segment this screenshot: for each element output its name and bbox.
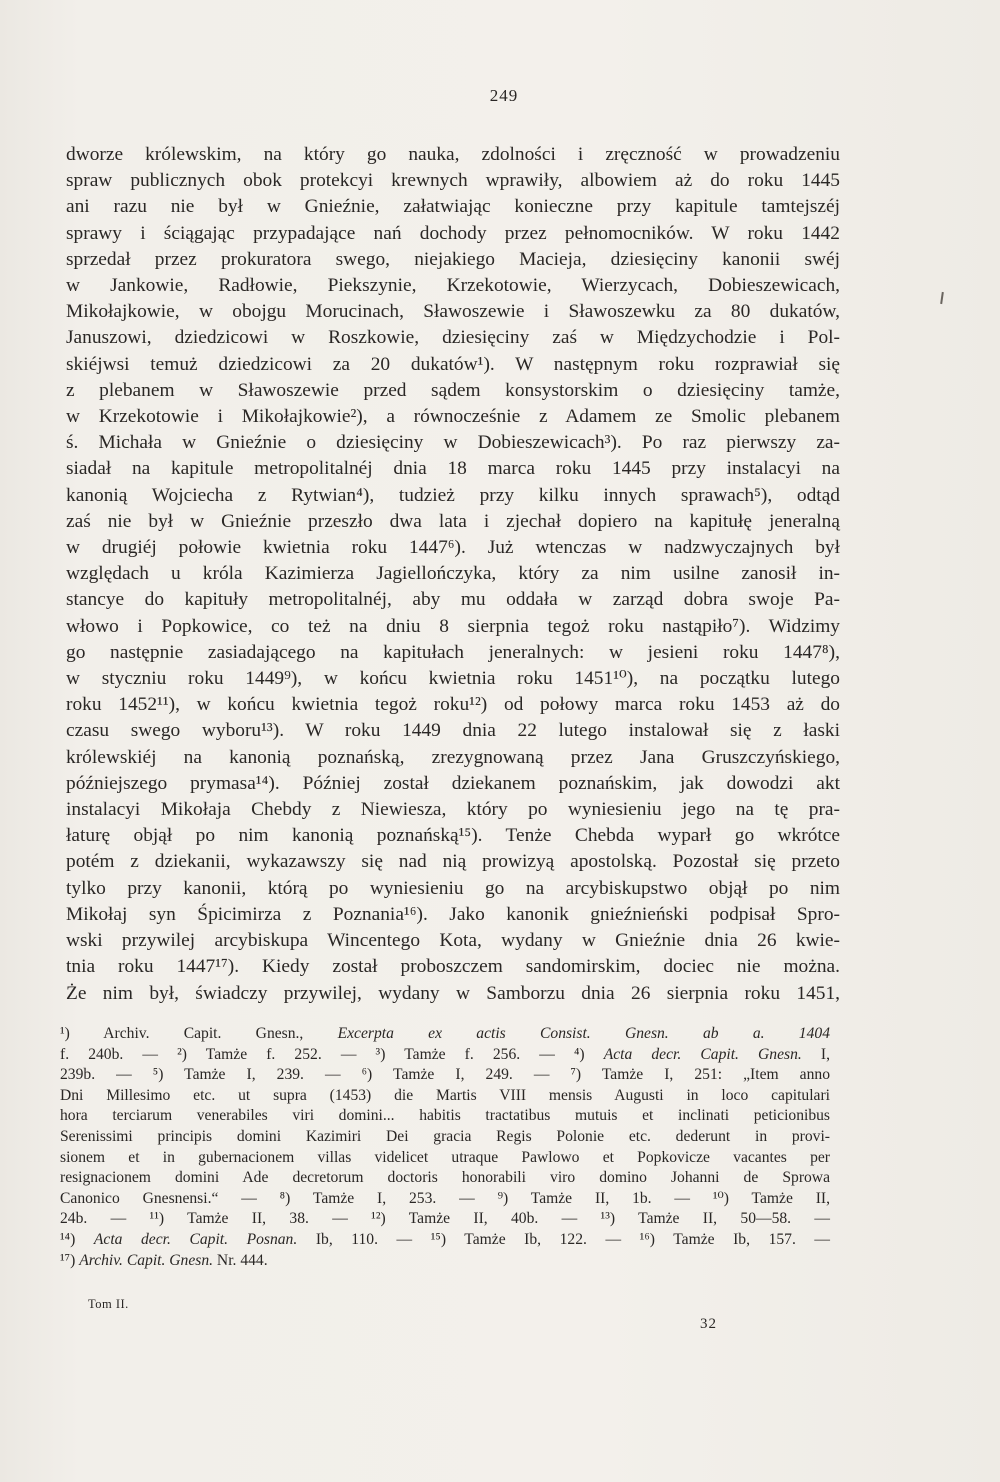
- body-line: wski przywilej arcybiskupa Wincentego Kota, wydany w Gnieźnie dnia 26 kwie-: [66, 930, 840, 952]
- footnote-line: [60, 1168, 830, 1189]
- footnote-text: ¹⁷): [60, 1251, 80, 1269]
- body-line: Mikołaj syn Śpicimirza z Poznania¹⁶). Jako kanonik gnieźnieński podpisał Spro-: [66, 903, 840, 925]
- body-line: skiéjwsi temuż dziedzicowi za 20 dukatów¹). W następnym roku rozprawiał się: [66, 353, 840, 375]
- body-line: Mikołajkowie, w obojgu Morucinach, Sławoszewie i Sławoszewku za 80 dukatów,: [66, 301, 840, 323]
- volume-label: Tom II.: [88, 1297, 129, 1311]
- body-line: z plebanem w Sławoszewie przed sądem konsystorskim o dziesięciny tamże,: [66, 379, 840, 401]
- footnote-line: [60, 1024, 830, 1045]
- footnote-line: [60, 1189, 830, 1210]
- body-line: roku 1452¹¹), w końcu kwietnia tegoż roku¹²) od połowy marca roku 1453 aż do: [66, 694, 840, 716]
- body-line: tylko przy kanonii, którą po wyniesieniu go na arcybiskupstwo objął po nim: [66, 877, 840, 899]
- body-line: Że nim był, świadczy przywilej, wydany w Samborzu dnia 26 sierpnia roku 1451,: [66, 982, 840, 1004]
- footnote-text: 239b. — ⁵) Tamże I, 239. — ⁶) Tamże I, 249. — ⁷) Tamże I, 251: „Item anno: [60, 1066, 830, 1084]
- footnote-text: Ib, 110. — ¹⁵) Tamże Ib, 122. — ¹⁶) Tamże Ib, 157. —: [297, 1230, 831, 1248]
- body-line: ś. Michała w Gnieźnie o dziesięciny w Dobieszewicach³). Po raz pierwszy za-: [66, 432, 840, 454]
- body-line: dworze królewskim, na który go nauka, zdolności i zręczność w prowadzeniu: [66, 144, 840, 165]
- footnote-italic-text: Acta decr. Capit. Posnan.: [93, 1230, 298, 1248]
- body-line: instalacyi Mikołaja Chebdy z Niewiesza, który po wyniesieniu jego na tę pra-: [66, 799, 840, 821]
- body-line: w drugiéj połowie kwietnia roku 1447⁶). Już wtenczas w nadzwyczajnych był: [66, 537, 840, 559]
- footnote-text: Dni Millesimo etc. ut supra (1453) die Martis VIII mensis Augusti in loco capitulari: [60, 1086, 830, 1104]
- footnote-text: sionem et in gubernacionem villas videlicet utraque Pawlowo et Popkovicze vacantes per: [60, 1148, 830, 1166]
- body-line: w Krzekotowie i Mikołajkowie²), a równocześnie z Adamem ze Smolic plebanem: [66, 406, 840, 428]
- footnotes: [60, 1024, 830, 1271]
- body-line: kanonią Wojciecha z Rytwian⁴), tudzież przy kilku innych sprawach⁵), odtąd: [66, 484, 840, 506]
- footnote-italic-text: Excerpta ex actis Consist. Gnesn. ab a. 1404: [337, 1025, 830, 1042]
- body-line: królewskiéj na kanonią poznańską, zrezygnowaną przez Jana Gruszczyńskiego,: [66, 746, 840, 768]
- body-line: włowo i Popkowice, co też na dniu 8 sierpnia tegoż roku nastąpiło⁷). Widzimy: [66, 615, 840, 637]
- footnote-line: [60, 1209, 830, 1230]
- body-line: spraw publicznych obok protekcyi krewnych wprawiły, albowiem aż do roku 1445: [66, 170, 840, 192]
- footnote-line: [60, 1148, 830, 1169]
- footnote-text: 24b. — ¹¹) Tamże II, 38. — ¹²) Tamże II, 40b. — ¹³) Tamże II, 50—58. —: [60, 1210, 830, 1228]
- footnote-line: [60, 1251, 830, 1272]
- footnote-text: Nr. 444.: [213, 1251, 268, 1269]
- body-line: ani razu nie był w Gnieźnie, załatwiając konieczne przy kapitule tamtejszéj: [66, 196, 840, 218]
- body-line: Januszowi, dziedzicowi w Roszkowie, dziesięciny zaś w Międzychodzie i Pol-: [66, 327, 840, 349]
- footnote-text: Serenissimi principis domini Kazimiri Dei gracia Regis Polonie etc. dederunt in provi-: [60, 1127, 830, 1145]
- margin-mark: [940, 292, 944, 304]
- body-line: w styczniu roku 1449⁹), w końcu kwietnia roku 1451¹⁰), na początku lutego: [66, 668, 840, 690]
- footnote-text: resignacionem domini Ade decretorum doctoris honorabili viro domino Johanni de Sprowa: [60, 1169, 830, 1187]
- sheet-number: 32: [700, 1316, 717, 1332]
- footnote-text: I,: [801, 1045, 830, 1063]
- footnote-text: ¹) Archiv. Capit. Gnesn.,: [60, 1025, 338, 1042]
- body-line: siadał na kapitule metropolitalnéj dnia 18 marca roku 1445 przy instalacyi na: [66, 458, 840, 480]
- footnote-text: hora terciarum venerabiles viri domini... habitis tractatibus mutuis et inclinati peticionibus: [60, 1107, 830, 1125]
- footnote-text: f. 240b. — ²) Tamże f. 252. — ³) Tamże f. 256. — ⁴): [60, 1045, 604, 1063]
- body-line: go następnie zasiadającego na kapitułach jeneralnych: w jesieni roku 1447⁸),: [66, 641, 840, 663]
- footnote-line: [60, 1086, 830, 1107]
- body-line: względach u króla Kazimierza Jagiellończyka, który za nim usilne zanosił in-: [66, 563, 840, 585]
- body-line: sprawy i ściągając przypadające nań dochody przez pełnomocników. W roku 1442: [66, 222, 840, 244]
- body-line: stancye do kapituły metropolitalnéj, aby mu oddała w zarząd dobra swoje Pa-: [66, 589, 840, 611]
- footnote-line: [60, 1106, 830, 1127]
- page-number: 249: [489, 86, 519, 105]
- footnote-text: ¹⁴): [60, 1230, 94, 1248]
- body-text: [66, 142, 840, 1007]
- body-line: czasu swego wyboru¹³). W roku 1449 dnia 22 lutego instalował się z łaski: [66, 720, 840, 742]
- body-line: sprzedał przez prokuratora swego, niejakiego Macieja, dziesięciny kanonii swéj: [66, 248, 840, 270]
- body-line: w Jankowie, Radłowie, Piekszynie, Krzekotowie, Wierzycach, Dobieszewicach,: [66, 275, 840, 297]
- footnote-line: [60, 1127, 830, 1148]
- footnote-text: Canonico Gnesnensi.“ — ⁸) Tamże I, 253. — ⁹) Tamże II, 1b. — ¹⁰) Tamże II,: [60, 1189, 830, 1207]
- footnote-line: [60, 1065, 830, 1086]
- body-line: późniejszego prymasa¹⁴). Później został dziekanem poznańskim, jak dowodzi akt: [66, 772, 840, 794]
- footnote-line: [60, 1045, 830, 1066]
- footnote-line: [60, 1230, 830, 1251]
- footnote-italic-text: Acta decr. Capit. Gnesn.: [603, 1045, 802, 1063]
- body-line: tnia roku 1447¹⁷). Kiedy został proboszczem sandomirskim, dociec nie można.: [66, 956, 840, 978]
- body-line: łaturę objął po nim kanonią poznańską¹⁵). Tenże Chebda wyparł go wkrótce: [66, 825, 840, 847]
- body-line: potém z dziekanii, wykazawszy się nad nią prowizyą apostolską. Pozostał się przeto: [66, 851, 840, 873]
- footnote-italic-text: Archiv. Capit. Gnesn.: [79, 1251, 214, 1269]
- body-line: zaś nie był w Gnieźnie przeszło dwa lata i zjechał dopiero na kapitułę jeneralną: [66, 510, 840, 532]
